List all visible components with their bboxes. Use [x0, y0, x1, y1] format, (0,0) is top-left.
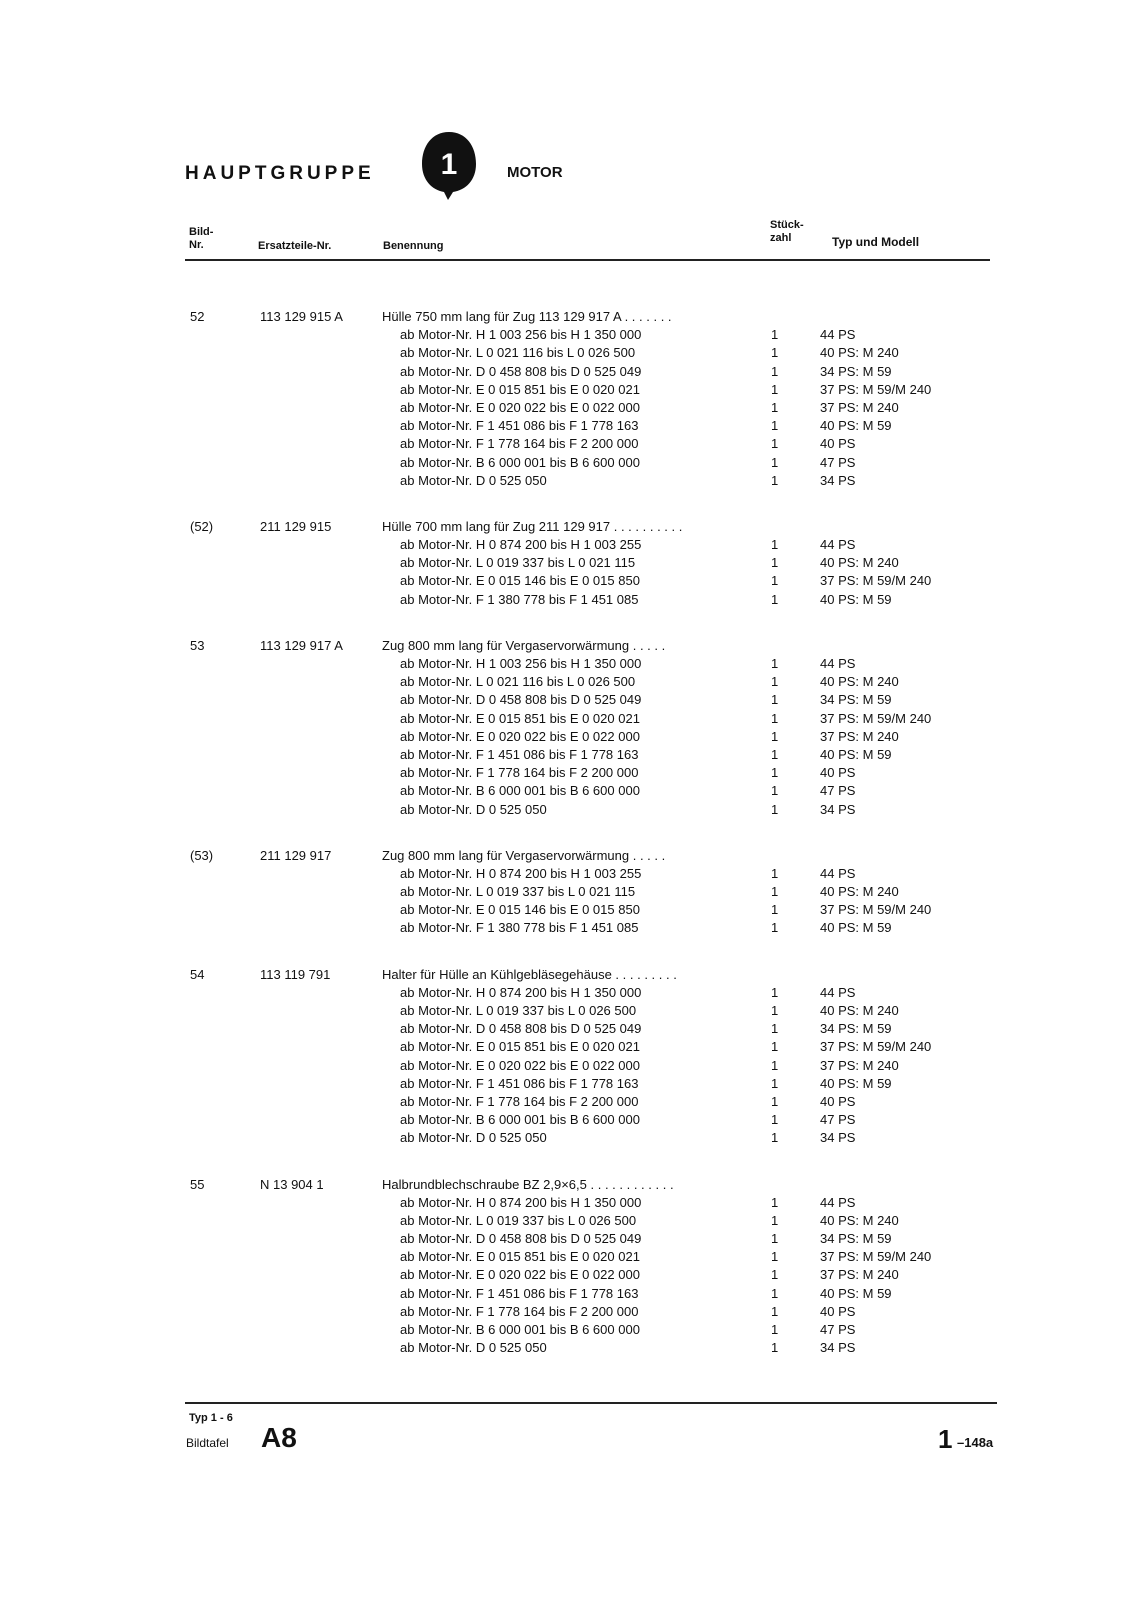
quantity: 1: [771, 801, 779, 817]
type-model: 37 PS: M 240: [820, 399, 899, 415]
type-model: 44 PS: [820, 984, 856, 1000]
motor-range: ab Motor-Nr. E 0 020 022 bis E 0 022 000: [400, 399, 640, 415]
motor-range: ab Motor-Nr. F 1 778 164 bis F 2 200 000: [400, 436, 639, 452]
motor-range-row: [0, 883, 1135, 901]
footer-bildtafel-label: Bildtafel: [186, 1436, 229, 1450]
motor-range-row: [0, 1266, 1135, 1284]
type-model: 40 PS: M 240: [820, 345, 899, 361]
type-model: 40 PS: M 240: [820, 884, 899, 900]
page-number-suffix: –148a: [957, 1435, 994, 1450]
quantity: 1: [771, 418, 779, 434]
motor-range-row: [0, 344, 1135, 362]
motor-range: ab Motor-Nr. F 1 380 778 bis F 1 451 085: [400, 920, 639, 936]
type-model: 34 PS: M 59: [820, 1231, 892, 1247]
type-model: 34 PS: M 59: [820, 363, 892, 379]
motor-range-row: [0, 417, 1135, 435]
column-header-bild-nr: Bild- Nr.: [189, 226, 214, 251]
motor-range-row: [0, 326, 1135, 344]
motor-range: ab Motor-Nr. F 1 380 778 bis F 1 451 085: [400, 591, 639, 607]
quantity: 1: [771, 1112, 779, 1128]
motor-range-row: [0, 1339, 1135, 1357]
motor-range-row: [0, 728, 1135, 746]
type-model: 47 PS: [820, 454, 856, 470]
type-model: 37 PS: M 59/M 240: [820, 381, 932, 397]
motor-range-row: [0, 1194, 1135, 1212]
motor-range: ab Motor-Nr. B 6 000 001 bis B 6 600 000: [400, 1322, 640, 1337]
quantity: 1: [771, 865, 779, 881]
motor-range-row: [0, 1212, 1135, 1230]
motor-range: ab Motor-Nr. E 0 020 022 bis E 0 022 000: [400, 728, 640, 744]
quantity: 1: [771, 591, 779, 607]
part-group: [0, 308, 1135, 490]
bild-nr: (53): [190, 847, 214, 863]
part-group: [0, 1176, 1135, 1358]
motor-range-row: [0, 1038, 1135, 1056]
motor-range: ab Motor-Nr. L 0 021 116 bis L 0 026 500: [400, 345, 636, 361]
motor-range: ab Motor-Nr. D 0 458 808 bis D 0 525 049: [400, 692, 642, 708]
motor-range-row: [0, 1093, 1135, 1111]
motor-range-row: [0, 1321, 1135, 1339]
type-model: 34 PS: M 59: [820, 692, 892, 708]
motor-range: ab Motor-Nr. H 1 003 256 bis H 1 350 000: [400, 327, 642, 343]
quantity: 1: [771, 1285, 779, 1301]
quantity: 1: [771, 674, 779, 690]
motor-range-row: [0, 865, 1135, 883]
motor-range: ab Motor-Nr. D 0 525 050: [400, 472, 547, 488]
motor-range: ab Motor-Nr. F 1 778 164 bis F 2 200 000: [400, 1303, 639, 1319]
part-header-row: [0, 518, 1135, 536]
quantity: 1: [771, 656, 779, 671]
motor-range: ab Motor-Nr. D 0 525 050: [400, 801, 547, 817]
quantity: 1: [771, 555, 779, 571]
motor-range: ab Motor-Nr. D 0 525 050: [400, 1130, 547, 1146]
motor-range: ab Motor-Nr. D 0 458 808 bis D 0 525 049: [400, 1021, 642, 1037]
motor-range-row: [0, 399, 1135, 417]
part-header-row: [0, 966, 1135, 984]
column-header-benennung: Benennung: [383, 240, 444, 252]
motor-range: ab Motor-Nr. B 6 000 001 bis B 6 600 000: [400, 1112, 640, 1128]
footer-typ: Typ 1 - 6: [189, 1412, 233, 1424]
quantity: 1: [771, 1021, 779, 1037]
column-header-ersatzteil-nr: Ersatzteile-Nr.: [258, 240, 332, 252]
type-model: 34 PS: [820, 1130, 856, 1146]
type-model: 40 PS: M 240: [820, 1212, 899, 1228]
motor-range: ab Motor-Nr. E 0 015 851 bis E 0 020 021: [400, 381, 640, 397]
part-number: 113 119 791: [260, 966, 331, 982]
part-group: [0, 637, 1135, 819]
quantity: 1: [771, 573, 779, 589]
quantity: 1: [771, 1057, 779, 1073]
motor-range-row: [0, 1111, 1135, 1129]
motor-range: ab Motor-Nr. F 1 778 164 bis F 2 200 000: [400, 765, 639, 781]
type-model: 34 PS: M 59: [820, 1021, 892, 1037]
motor-range: ab Motor-Nr. D 0 458 808 bis D 0 525 049: [400, 363, 642, 379]
type-model: 44 PS: [820, 537, 856, 553]
quantity: 1: [771, 765, 779, 781]
quantity: 1: [771, 692, 779, 708]
motor-range-row: [0, 1248, 1135, 1266]
part-group: [0, 847, 1135, 938]
quantity: 1: [771, 436, 779, 452]
motor-range: ab Motor-Nr. E 0 015 146 bis E 0 015 850: [400, 902, 640, 918]
benennung: Zug 800 mm lang für Vergaservorwärmung . . . . .: [382, 637, 666, 653]
quantity: 1: [771, 1267, 779, 1283]
type-model: 40 PS: [820, 1303, 856, 1319]
motor-range: ab Motor-Nr. D 0 525 050: [400, 1340, 547, 1356]
motor-range: ab Motor-Nr. E 0 015 146 bis E 0 015 850: [400, 573, 640, 589]
type-model: 44 PS: [820, 1194, 856, 1210]
quantity: 1: [771, 381, 779, 397]
type-model: 40 PS: M 59: [820, 1075, 892, 1091]
quantity: 1: [771, 1093, 779, 1109]
motor-range: ab Motor-Nr. H 0 874 200 bis H 1 350 000: [400, 1194, 642, 1210]
type-model: 40 PS: [820, 765, 856, 781]
motor-range: ab Motor-Nr. E 0 020 022 bis E 0 022 000: [400, 1267, 640, 1283]
motor-range-row: [0, 572, 1135, 590]
motor-range-row: [0, 1285, 1135, 1303]
type-model: 47 PS: [820, 1112, 856, 1128]
type-model: 47 PS: [820, 783, 856, 799]
motor-range: ab Motor-Nr. F 1 778 164 bis F 2 200 000: [400, 1093, 639, 1109]
motor-range: ab Motor-Nr. E 0 020 022 bis E 0 022 000: [400, 1057, 640, 1073]
motor-range: ab Motor-Nr. D 0 458 808 bis D 0 525 049: [400, 1231, 642, 1247]
benennung: Halbrundblechschraube BZ 2,9×6,5 . . . . . . . . . . . .: [382, 1176, 674, 1192]
quantity: 1: [771, 710, 779, 726]
quantity: 1: [771, 1003, 779, 1018]
type-model: 40 PS: M 59: [820, 746, 892, 762]
quantity: 1: [771, 1212, 779, 1228]
column-header-stueckzahl: Stück- zahl: [770, 219, 804, 244]
page-number: 1: [938, 1424, 953, 1454]
motor-range-row: [0, 655, 1135, 673]
motor-range-row: [0, 901, 1135, 919]
hauptgruppe-title: HAUPTGRUPPE: [185, 163, 375, 184]
part-number: N 13 904 1: [260, 1176, 324, 1192]
motor-range: ab Motor-Nr. B 6 000 001 bis B 6 600 000: [400, 783, 640, 799]
benennung: Zug 800 mm lang für Vergaservorwärmung . . . . .: [382, 847, 666, 863]
motor-range-row: [0, 764, 1135, 782]
quantity: 1: [771, 1303, 779, 1319]
motor-range: ab Motor-Nr. L 0 021 116 bis L 0 026 500: [400, 674, 636, 690]
motor-range-row: [0, 1129, 1135, 1147]
motor-range: ab Motor-Nr. L 0 019 337 bis L 0 026 500: [400, 1003, 637, 1018]
quantity: 1: [771, 399, 779, 415]
type-model: 34 PS: [820, 472, 856, 488]
motor-range-row: [0, 801, 1135, 819]
type-model: 37 PS: M 59/M 240: [820, 902, 932, 918]
type-model: 40 PS: M 240: [820, 555, 899, 571]
motor-range: ab Motor-Nr. H 1 003 256 bis H 1 350 000: [400, 656, 642, 671]
motor-range: ab Motor-Nr. F 1 451 086 bis F 1 778 163: [400, 746, 639, 762]
quantity: 1: [771, 1194, 779, 1210]
type-model: 40 PS: M 59: [820, 418, 892, 434]
motor-range: ab Motor-Nr. B 6 000 001 bis B 6 600 000: [400, 454, 640, 470]
type-model: 40 PS: M 59: [820, 1285, 892, 1301]
motor-range-row: [0, 1303, 1135, 1321]
benennung: Halter für Hülle an Kühlgebläsegehäuse . . . . . . . . .: [382, 966, 677, 982]
motor-range-row: [0, 363, 1135, 381]
type-model: 40 PS: M 59: [820, 920, 892, 936]
motor-range-row: [0, 1020, 1135, 1038]
quantity: 1: [771, 984, 779, 1000]
motor-range-row: [0, 472, 1135, 490]
group-number: 1: [440, 148, 458, 181]
motor-range-row: [0, 1075, 1135, 1093]
motor-range-row: [0, 381, 1135, 399]
benennung: Hülle 700 mm lang für Zug 211 129 917 . . . . . . . . . .: [382, 518, 683, 534]
part-header-row: [0, 1176, 1135, 1194]
quantity: 1: [771, 1340, 779, 1356]
quantity: 1: [771, 902, 779, 918]
type-model: 37 PS: M 59/M 240: [820, 1039, 932, 1055]
group-number-badge: [420, 130, 478, 202]
quantity: 1: [771, 1249, 779, 1265]
motor-range-row: [0, 554, 1135, 572]
motor-range: ab Motor-Nr. E 0 015 851 bis E 0 020 021: [400, 1039, 640, 1055]
motor-range-row: [0, 691, 1135, 709]
type-model: 37 PS: M 240: [820, 728, 899, 744]
motor-range: ab Motor-Nr. H 0 874 200 bis H 1 003 255: [400, 865, 642, 881]
quantity: 1: [771, 728, 779, 744]
type-model: 37 PS: M 240: [820, 1057, 899, 1073]
motor-range: ab Motor-Nr. L 0 019 337 bis L 0 021 115: [400, 555, 636, 571]
quantity: 1: [771, 472, 779, 488]
part-header-row: [0, 308, 1135, 326]
bild-nr: 55: [190, 1176, 205, 1192]
bild-nr: 53: [190, 637, 205, 653]
bild-nr: (52): [190, 518, 214, 534]
quantity: 1: [771, 1039, 779, 1055]
motor-range: ab Motor-Nr. H 0 874 200 bis H 1 350 000: [400, 984, 642, 1000]
part-header-row: [0, 847, 1135, 865]
type-model: 44 PS: [820, 865, 856, 881]
motor-range: ab Motor-Nr. F 1 451 086 bis F 1 778 163: [400, 1285, 639, 1301]
quantity: 1: [771, 327, 779, 343]
type-model: 37 PS: M 59/M 240: [820, 1249, 932, 1265]
quantity: 1: [771, 746, 779, 762]
quantity: 1: [771, 454, 779, 470]
motor-range: ab Motor-Nr. L 0 019 337 bis L 0 021 115: [400, 884, 636, 900]
motor-range: ab Motor-Nr. E 0 015 851 bis E 0 020 021: [400, 1249, 640, 1265]
quantity: 1: [771, 345, 779, 361]
quantity: 1: [771, 884, 779, 900]
part-group: [0, 518, 1135, 609]
group-name: MOTOR: [507, 164, 563, 181]
header-rule: [185, 259, 990, 261]
type-model: 40 PS: M 59: [820, 591, 892, 607]
type-model: 40 PS: [820, 436, 856, 452]
part-header-row: [0, 637, 1135, 655]
quantity: 1: [771, 920, 779, 936]
part-group: [0, 966, 1135, 1148]
part-number: 211 129 915: [260, 518, 332, 534]
bild-nr: 52: [190, 309, 205, 324]
quantity: 1: [771, 1075, 779, 1091]
motor-range-row: [0, 984, 1135, 1002]
type-model: 34 PS: [820, 1340, 856, 1356]
quantity: 1: [771, 537, 779, 553]
type-model: 37 PS: M 59/M 240: [820, 573, 932, 589]
type-model: 40 PS: M 240: [820, 1003, 899, 1018]
motor-range: ab Motor-Nr. H 0 874 200 bis H 1 003 255: [400, 537, 642, 553]
motor-range: ab Motor-Nr. E 0 015 851 bis E 0 020 021: [400, 710, 640, 726]
type-model: 37 PS: M 59/M 240: [820, 710, 932, 726]
motor-range-row: [0, 536, 1135, 554]
type-model: 34 PS: [820, 801, 856, 817]
motor-range-row: [0, 673, 1135, 691]
motor-range-row: [0, 591, 1135, 609]
part-number: 113 129 917 A: [260, 637, 343, 653]
motor-range-row: [0, 1230, 1135, 1248]
quantity: 1: [771, 1130, 779, 1146]
type-model: 47 PS: [820, 1322, 856, 1337]
motor-range-row: [0, 1002, 1135, 1020]
motor-range-row: [0, 1057, 1135, 1075]
motor-range-row: [0, 782, 1135, 800]
type-model: 44 PS: [820, 327, 856, 343]
type-model: 40 PS: M 240: [820, 674, 899, 690]
motor-range-row: [0, 710, 1135, 728]
footer-bildtafel-value: A8: [261, 1422, 297, 1453]
footer-rule: [185, 1402, 997, 1404]
quantity: 1: [771, 1231, 779, 1247]
parts-list: [0, 308, 1135, 1385]
quantity: 1: [771, 1322, 779, 1337]
part-number: 211 129 917: [260, 847, 332, 863]
type-model: 37 PS: M 240: [820, 1267, 899, 1283]
motor-range-row: [0, 746, 1135, 764]
quantity: 1: [771, 783, 779, 799]
motor-range: ab Motor-Nr. L 0 019 337 bis L 0 026 500: [400, 1212, 637, 1228]
motor-range-row: [0, 919, 1135, 937]
part-number: 113 129 915 A: [260, 309, 343, 324]
type-model: 44 PS: [820, 656, 856, 671]
column-header-typ-modell: Typ und Modell: [832, 235, 920, 249]
motor-range-row: [0, 454, 1135, 472]
motor-range: ab Motor-Nr. F 1 451 086 bis F 1 778 163: [400, 1075, 639, 1091]
benennung: Hülle 750 mm lang für Zug 113 129 917 A . . . . . . .: [382, 309, 672, 324]
motor-range-row: [0, 435, 1135, 453]
bild-nr: 54: [190, 966, 205, 982]
quantity: 1: [771, 363, 779, 379]
type-model: 40 PS: [820, 1093, 856, 1109]
motor-range: ab Motor-Nr. F 1 451 086 bis F 1 778 163: [400, 418, 639, 434]
